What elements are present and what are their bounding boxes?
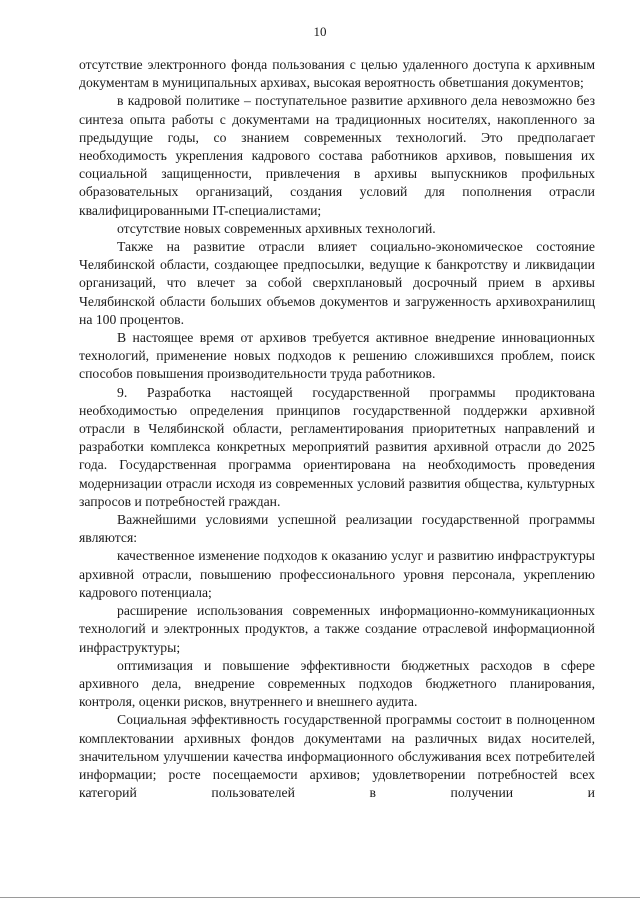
document-body — [79, 56, 595, 802]
paragraph-program-development: 9. Разработка настоящей государственной программы продиктована необходимостью определения принципов государственной поддержки архивной отрасли в Челябинской области, регламентирования приоритетных направлений и разработки комплекса конкретных мероприятий развития архивной отрасли до 2025 года. Государственная программа ориентирована на необходимость проведения модернизации отрасли исходя из современных условий развития общества, культурных запросов и потребностей граждан. — [79, 384, 595, 509]
paragraph-condition-ict: расширение использования современных информационно-коммуникационных технологий и электронных продуктов, а также создание отраслевой информационной инфраструктуры; — [79, 603, 595, 655]
paragraph-condition-budget: оптимизация и повышение эффективности бюджетных расходов в сфере архивного дела, внедрение современных подходов бюджетного планирования, контроля, оценки рисков, внутреннего и внешнего аудита. — [79, 657, 595, 710]
paragraph-socio-economic: Также на развитие отрасли влияет социально-экономическое состояние Челябинской области, создающее предпосылки, ведущие к банкротству и ликвидации организаций, что влечет за собой сверхплановый досрочный прием в архивы Челябинской области больших объемов документов и загруженность архивохранилищ на 100 процентов. — [79, 239, 595, 327]
paragraph-archive-fund: отсутствие электронного фонда пользования с целью удаленного доступа к архивным документам в муниципальных архивах, высокая вероятность обветшания документов; — [79, 57, 595, 91]
paragraph-social-efficiency: Социальная эффективность государственной программы состоит в полноценном комплектовании архивных фондов документами на различных видах носителей, значительном улучшении качества информационного обслуживания всех потребителей информации; росте посещаемости архивов; удовлетворении потребностей всех категорий пользователей в получении и — [79, 712, 595, 801]
paragraph-personnel-policy: в кадровой политике – поступательное развитие архивного дела невозможно без синтеза опыта работы с документами на традиционных носителях, накопленного за предыдущие годы, со знанием современных технологий. Это предполагает необходимость укрепления кадрового состава работников архивов, повышения их социальной защищенности, привлечения в архивы выпускников профильных образовательных организаций, создания условий для пополнения отрасли квалифицированными IT-специалистами; — [79, 93, 595, 218]
paragraph-conditions-intro: Важнейшими условиями успешной реализации государственной программы являются: — [79, 512, 595, 546]
paragraph-condition-services: качественное изменение подходов к оказанию услуг и развитию инфраструктуры архивной отрасли, повышению профессионального уровня персонала, укреплению кадрового потенциала; — [79, 548, 595, 600]
page-bottom-edge — [0, 897, 640, 898]
page-number: 10 — [313, 24, 327, 39]
paragraph-innovation: В настоящее время от архивов требуется активное внедрение инновационных технологий, применение новых подходов к решению сложившихся проблем, поиск способов повышения производительности труда работников. — [79, 330, 595, 382]
paragraph-technologies: отсутствие новых современных архивных технологий. — [117, 220, 436, 236]
